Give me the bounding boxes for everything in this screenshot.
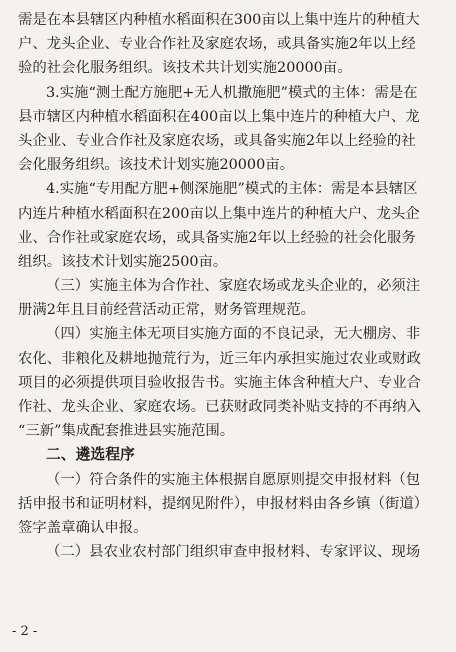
text-line: 农化、非粮化及耕地抛荒行为，近三年内承担实施过农业或财政 — [18, 350, 421, 367]
text-line: 3.实施“测土配方施肥+无人机撒施肥”模式的主体：需是在 — [46, 84, 418, 101]
text-line: （一）符合条件的实施主体根据自愿原则提交申报材料（包 — [46, 471, 421, 488]
text-line: 验的社会化服务组织。该技术共计划实施20000亩。 — [18, 60, 352, 77]
text-line: “三新”集成配套推进县实施范围。 — [18, 423, 235, 440]
text-line: 会化服务组织。该技术计划实施20000亩。 — [18, 157, 295, 174]
text-line: （三）实施主体为合作社、家庭农场或龙头企业的，必须注 — [46, 278, 421, 295]
document-body — [18, 8, 448, 564]
text-line: 项目的必须提供项目验收报告书。实施主体含种植大户、专业合 — [18, 374, 421, 391]
text-line: 组织。该技术计划实施2500亩。 — [18, 253, 228, 270]
text-line: 县市辖区内种植水稻面积在400亩以上集中连片的种植大户、龙 — [18, 108, 420, 125]
text-line: 册满2年且目前经营活动正常，财务管理规范。 — [18, 302, 315, 319]
text-line: 内连片种植水稻面积在200亩以上集中连片的种植大户、龙头企 — [18, 205, 420, 222]
text-line: 户、龙头企业、专业合作社及家庭农场，或具备实施2年以上经 — [18, 36, 416, 53]
text-line: 作社、龙头企业、家庭农场。已获财政同类补贴支持的不再纳入 — [18, 399, 421, 415]
text-line: 签字盖章确认申报。 — [18, 519, 148, 536]
text-line: 4.实施“专用配方肥+侧深施肥”模式的主体：需是本县辖区 — [46, 181, 418, 198]
section-heading: 二、遴选程序 — [46, 446, 135, 464]
text-line: （二）县农业农村部门组织审查申报材料、专家评议、现场 — [46, 544, 421, 561]
text-line: （四）实施主体无项目实施方面的不良记录，无大棚房、非 — [46, 326, 421, 343]
text-line: 需是在本县辖区内种植水稻面积在300亩以上集中连片的种植大 — [18, 12, 420, 28]
page-number: - 2 - — [12, 624, 38, 639]
text-line: 括申报书和证明材料，提纲见附件），申报材料由各乡镇（街道） — [18, 495, 429, 512]
text-line: 业、合作社或家庭农场，或具备实施2年以上经验的社会化服务 — [18, 229, 416, 246]
text-line: 头企业、专业合作社及家庭农场，或具备实施2年以上经验的社 — [18, 132, 416, 149]
